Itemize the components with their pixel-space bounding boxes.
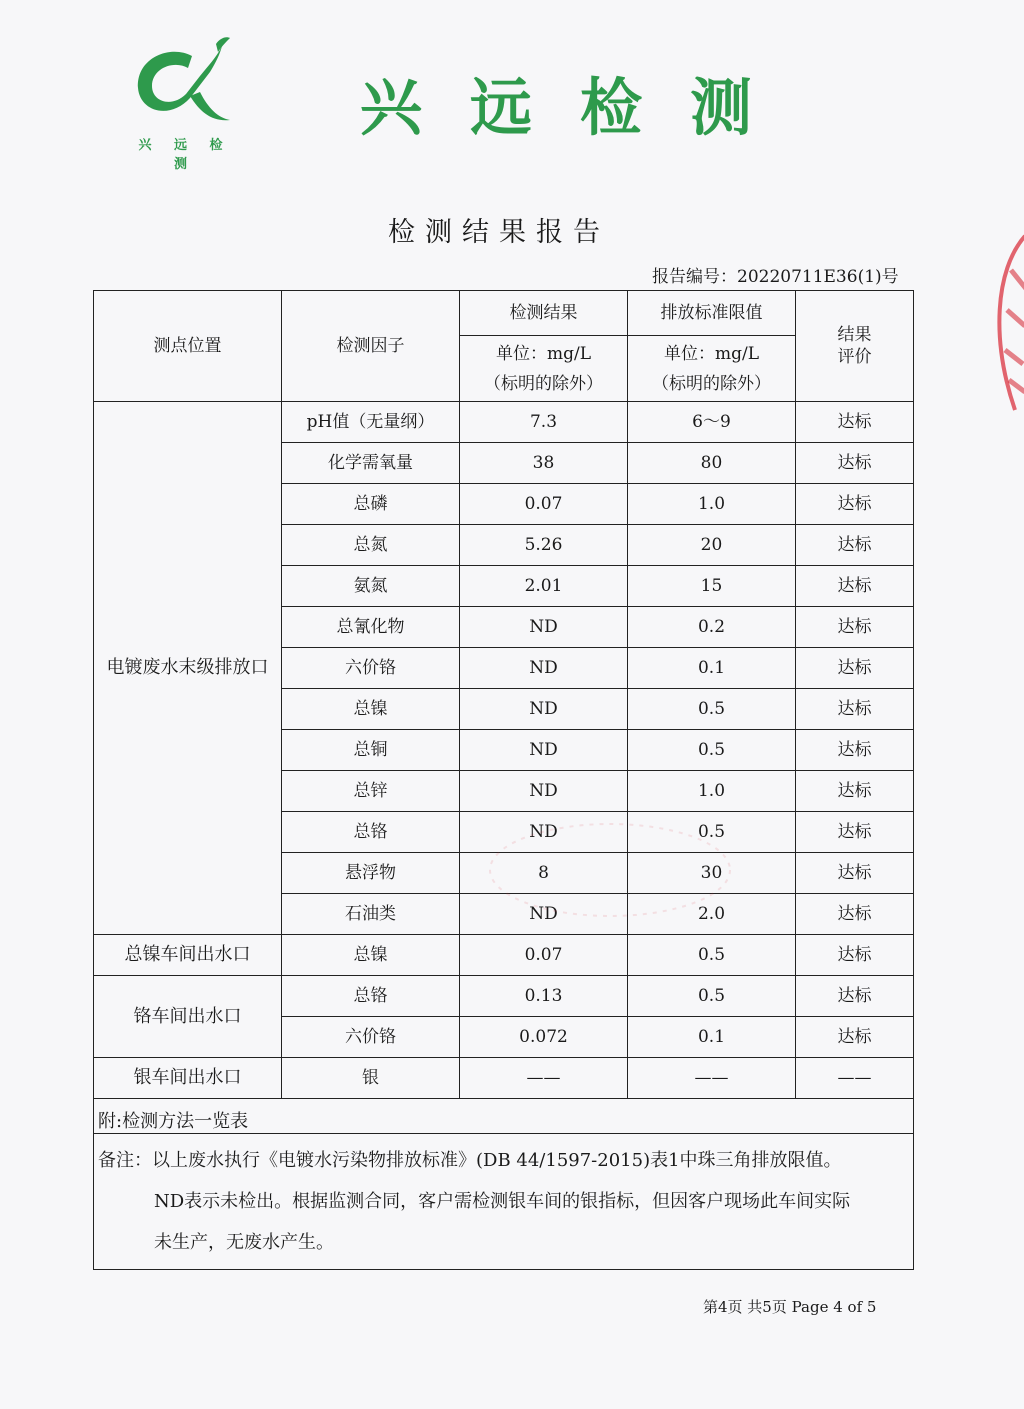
report-title: 检测结果报告 bbox=[388, 217, 610, 248]
evaluation-cell: 达标 bbox=[796, 484, 914, 525]
factor-cell: 石油类 bbox=[282, 894, 460, 935]
factor-cell: 总锌 bbox=[282, 771, 460, 812]
limit-cell: 0.1 bbox=[628, 648, 796, 689]
table-row bbox=[94, 935, 914, 976]
report-number: 报告编号：20220711E36(1)号 bbox=[652, 267, 899, 287]
header-location: 测点位置 bbox=[94, 291, 282, 402]
result-cell: ND bbox=[460, 894, 628, 935]
page-footer: 第4页 共5页 Page 4 of 5 bbox=[703, 1298, 877, 1316]
factor-cell: 氨氮 bbox=[282, 566, 460, 607]
header-evaluation-line2: 评价 bbox=[837, 347, 872, 367]
factor-cell: 悬浮物 bbox=[282, 853, 460, 894]
evaluation-cell: 达标 bbox=[796, 648, 914, 689]
evaluation-cell: 达标 bbox=[796, 1017, 914, 1058]
evaluation-cell: —— bbox=[796, 1058, 914, 1099]
evaluation-cell: 达标 bbox=[796, 853, 914, 894]
evaluation-cell: 达标 bbox=[796, 566, 914, 607]
table-row bbox=[94, 976, 914, 1017]
factor-cell: 总镍 bbox=[282, 935, 460, 976]
limit-cell: —— bbox=[628, 1058, 796, 1099]
location-cell: 铬车间出水口 bbox=[94, 976, 282, 1058]
evaluation-cell: 达标 bbox=[796, 730, 914, 771]
result-cell: ND bbox=[460, 771, 628, 812]
notes-cell bbox=[94, 1134, 914, 1270]
factor-cell: 六价铬 bbox=[282, 1017, 460, 1058]
result-cell: 0.07 bbox=[460, 484, 628, 525]
red-seal-stamp-icon bbox=[985, 230, 1024, 420]
evaluation-cell: 达标 bbox=[796, 402, 914, 443]
evaluation-cell: 达标 bbox=[796, 525, 914, 566]
result-cell: 38 bbox=[460, 443, 628, 484]
result-cell: 2.01 bbox=[460, 566, 628, 607]
factor-cell: 总铬 bbox=[282, 976, 460, 1017]
evaluation-cell: 达标 bbox=[796, 689, 914, 730]
header-result: 检测结果 bbox=[460, 291, 628, 336]
note-line-3: 未生产，无废水产生。 bbox=[154, 1232, 334, 1253]
limit-cell: 0.5 bbox=[628, 730, 796, 771]
evaluation-cell: 达标 bbox=[796, 976, 914, 1017]
table-row bbox=[94, 402, 914, 443]
limit-cell: 0.5 bbox=[628, 935, 796, 976]
limit-cell: 1.0 bbox=[628, 771, 796, 812]
evaluation-cell: 达标 bbox=[796, 935, 914, 976]
result-cell: 5.26 bbox=[460, 525, 628, 566]
factor-cell: 总镍 bbox=[282, 689, 460, 730]
header-limit-unit-line1: 单位：mg/L bbox=[663, 343, 760, 364]
evaluation-cell: 达标 bbox=[796, 812, 914, 853]
appendix-row bbox=[94, 1099, 914, 1134]
limit-cell: 20 bbox=[628, 525, 796, 566]
result-cell: 0.07 bbox=[460, 935, 628, 976]
limit-cell: 0.2 bbox=[628, 607, 796, 648]
limit-cell: 0.1 bbox=[628, 1017, 796, 1058]
header-result-unit-line2: （标明的除外） bbox=[484, 373, 603, 394]
factor-cell: 总氰化物 bbox=[282, 607, 460, 648]
header-evaluation-line1: 结果 bbox=[837, 325, 872, 345]
limit-cell: 0.5 bbox=[628, 976, 796, 1017]
factor-cell: 银 bbox=[282, 1058, 460, 1099]
factor-cell: 总铬 bbox=[282, 812, 460, 853]
appendix-cell bbox=[94, 1099, 914, 1134]
limit-cell: 1.0 bbox=[628, 484, 796, 525]
evaluation-cell: 达标 bbox=[796, 771, 914, 812]
header-limit-unit-line2: （标明的除外） bbox=[652, 373, 771, 394]
evaluation-cell: 达标 bbox=[796, 894, 914, 935]
header-evaluation bbox=[796, 291, 914, 402]
limit-cell: 6～9 bbox=[628, 402, 796, 443]
table-header-row bbox=[94, 291, 914, 336]
evaluation-cell: 达标 bbox=[796, 443, 914, 484]
limit-cell: 0.5 bbox=[628, 689, 796, 730]
limit-cell: 15 bbox=[628, 566, 796, 607]
limit-cell: 2.0 bbox=[628, 894, 796, 935]
factor-cell: 化学需氧量 bbox=[282, 443, 460, 484]
factor-cell: 总氮 bbox=[282, 525, 460, 566]
result-cell: 0.072 bbox=[460, 1017, 628, 1058]
result-cell: ND bbox=[460, 648, 628, 689]
evaluation-cell: 达标 bbox=[796, 607, 914, 648]
header-result-unit bbox=[460, 336, 628, 402]
location-cell: 电镀废水末级排放口 bbox=[94, 402, 282, 935]
header-factor: 检测因子 bbox=[282, 291, 460, 402]
note-line-1: 备注：以上废水执行《电镀水污染物排放标准》(DB 44/1597-2015)表1中珠三角排放限值。 bbox=[98, 1150, 842, 1171]
result-cell: 8 bbox=[460, 853, 628, 894]
limit-cell: 0.5 bbox=[628, 812, 796, 853]
result-cell: ND bbox=[460, 607, 628, 648]
factor-cell: 六价铬 bbox=[282, 648, 460, 689]
results-table bbox=[93, 290, 914, 1270]
result-cell: ND bbox=[460, 812, 628, 853]
header-limit-unit bbox=[628, 336, 796, 402]
result-cell: 7.3 bbox=[460, 402, 628, 443]
brand-title: 兴远检测 bbox=[360, 71, 801, 144]
result-cell: ND bbox=[460, 730, 628, 771]
faint-seal-stain-icon bbox=[480, 810, 740, 930]
table-row bbox=[94, 1058, 914, 1099]
factor-cell: 总磷 bbox=[282, 484, 460, 525]
header-result-unit-line1: 单位：mg/L bbox=[495, 343, 592, 364]
header-limit: 排放标准限值 bbox=[628, 291, 796, 336]
result-cell: 0.13 bbox=[460, 976, 628, 1017]
limit-cell: 30 bbox=[628, 853, 796, 894]
location-cell: 总镍车间出水口 bbox=[94, 935, 282, 976]
result-cell: ND bbox=[460, 689, 628, 730]
note-line-2: ND表示未检出。根据监测合同，客户需检测银车间的银指标，但因客户现场此车间实际 bbox=[154, 1191, 851, 1212]
logo-caption: 兴 远 检 测 bbox=[138, 138, 232, 172]
notes-row bbox=[94, 1134, 914, 1270]
location-cell: 银车间出水口 bbox=[94, 1058, 282, 1099]
appendix-text: 附:检测方法一览表 bbox=[98, 1111, 249, 1132]
limit-cell: 80 bbox=[628, 443, 796, 484]
result-cell: —— bbox=[460, 1058, 628, 1099]
factor-cell: 总铜 bbox=[282, 730, 460, 771]
factor-cell: pH值（无量纲） bbox=[282, 402, 460, 443]
